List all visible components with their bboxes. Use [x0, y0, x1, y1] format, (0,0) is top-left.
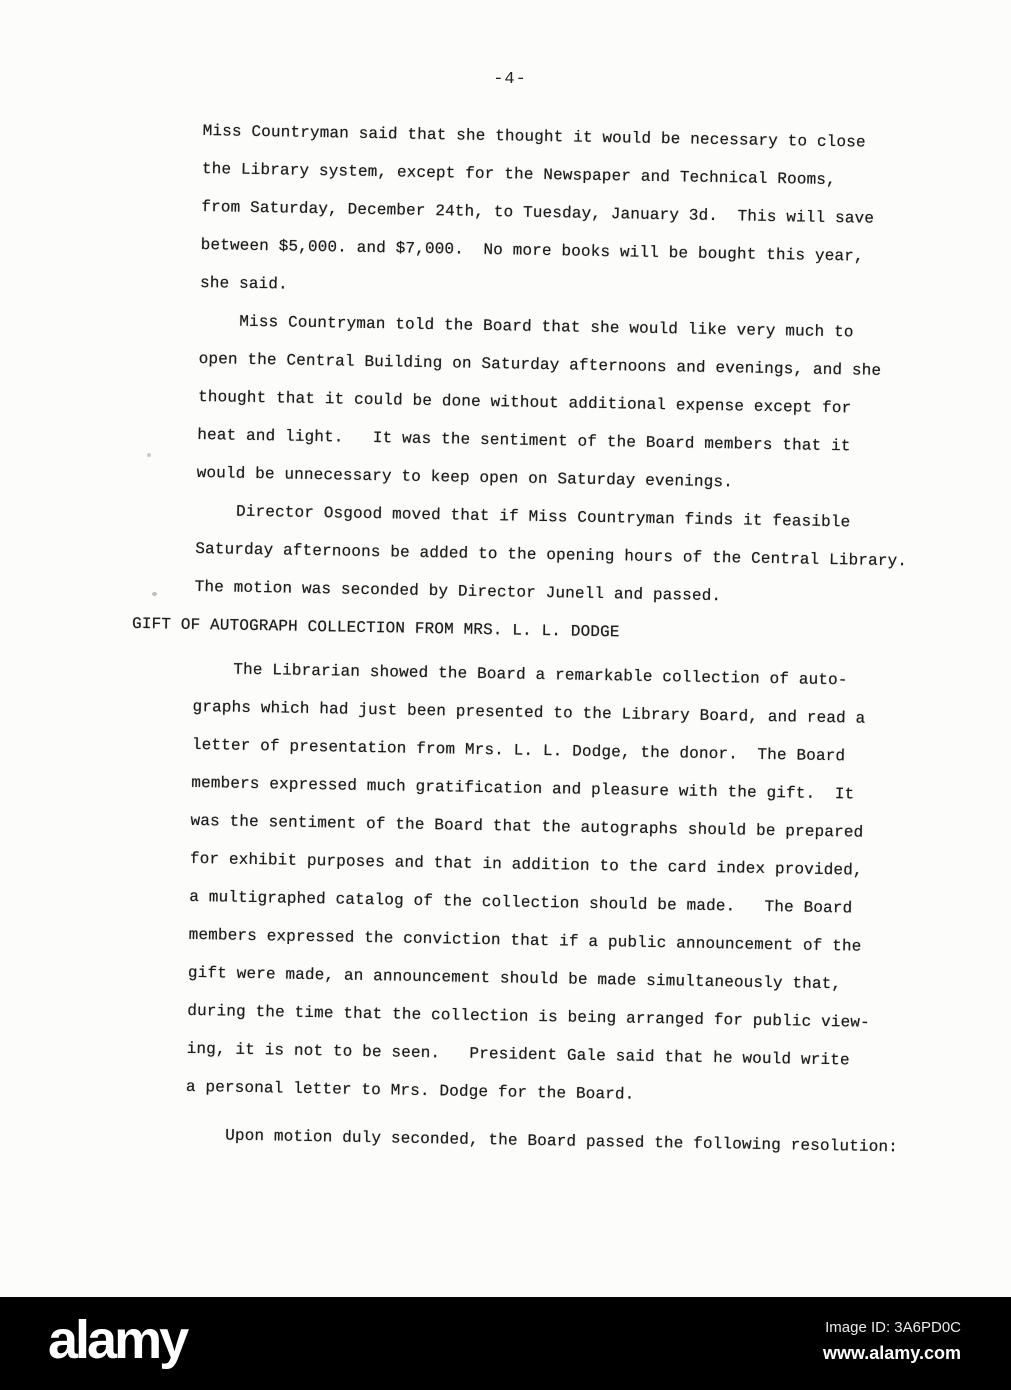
text-line: members expressed the conviction that if a public announcement of the: [188, 925, 862, 956]
text-line: Miss Countryman told the Board that she would like very much to: [239, 312, 854, 342]
text-line: the Library system, except for the Newspaper and Technical Rooms,: [201, 159, 836, 190]
text-line: gift were made, an announcement should be made simultaneously that,: [187, 963, 842, 994]
text-line: for exhibit purposes and that in addition to the card index provided,: [189, 849, 863, 880]
text-line: members expressed much gratification and pleasure with the gift. It: [191, 773, 855, 804]
alamy-logo: alamy: [48, 1310, 187, 1370]
scan-speck: [147, 453, 151, 457]
text-line: a personal letter to Mrs. Dodge for the Board.: [185, 1077, 635, 1104]
watermark-bar: [0, 1297, 1011, 1390]
watermark-info: [823, 1319, 961, 1364]
text-line: Saturday afternoons be added to the opening hours of the Central Library.: [195, 539, 908, 571]
page-number: -4-: [493, 70, 527, 89]
text-line: Upon motion duly seconded, the Board passed the following resolution:: [224, 1126, 899, 1157]
text-line: The Librarian showed the Board a remarkable collection of auto-: [233, 660, 848, 690]
watermark-url: www.alamy.com: [822, 1343, 961, 1363]
document-body: [131, 112, 916, 1166]
text-line: was the sentiment of the Board that the autographs should be prepared: [190, 811, 864, 842]
text-line: ing, it is not to be seen. President Gale said that he would write: [186, 1039, 850, 1070]
text-line: from Saturday, December 24th, to Tuesday, January 3d. This will save: [201, 197, 875, 228]
scan-speck: [152, 592, 157, 596]
text-line: during the time that the collection is being arranged for public view-: [187, 1001, 870, 1032]
text-line: graphs which had just been presented to the Library Board, and read a: [192, 697, 866, 728]
section-heading: GIFT OF AUTOGRAPH COLLECTION FROM MRS. L. L. DODGE: [131, 614, 620, 642]
text-line: heat and light. It was the sentiment of the Board members that it: [197, 425, 851, 456]
text-line: letter of presentation from Mrs. L. L. Dodge, the donor. The Board: [191, 735, 846, 766]
image-id-label: Image ID: 3A6PD0C: [825, 1319, 961, 1336]
text-line: The motion was seconded by Director Junell and passed.: [194, 577, 722, 606]
text-line: a multigraphed catalog of the collection should be made. The Board: [189, 887, 853, 918]
text-line: Miss Countryman said that she thought it would be necessary to close: [202, 121, 866, 152]
text-line: Director Osgood moved that if Miss Countryman finds it feasible: [235, 502, 851, 532]
text-line: open the Central Building on Saturday afternoons and evenings, and she: [198, 349, 882, 380]
text-line: thought that it could be done without additional expense except for: [197, 387, 852, 418]
text-line: between $5,000. and $7,000. No more books will be bought this year,: [200, 235, 864, 266]
text-line: would be unnecessary to keep open on Saturday evenings.: [196, 463, 734, 492]
text-line: she said.: [199, 273, 288, 294]
